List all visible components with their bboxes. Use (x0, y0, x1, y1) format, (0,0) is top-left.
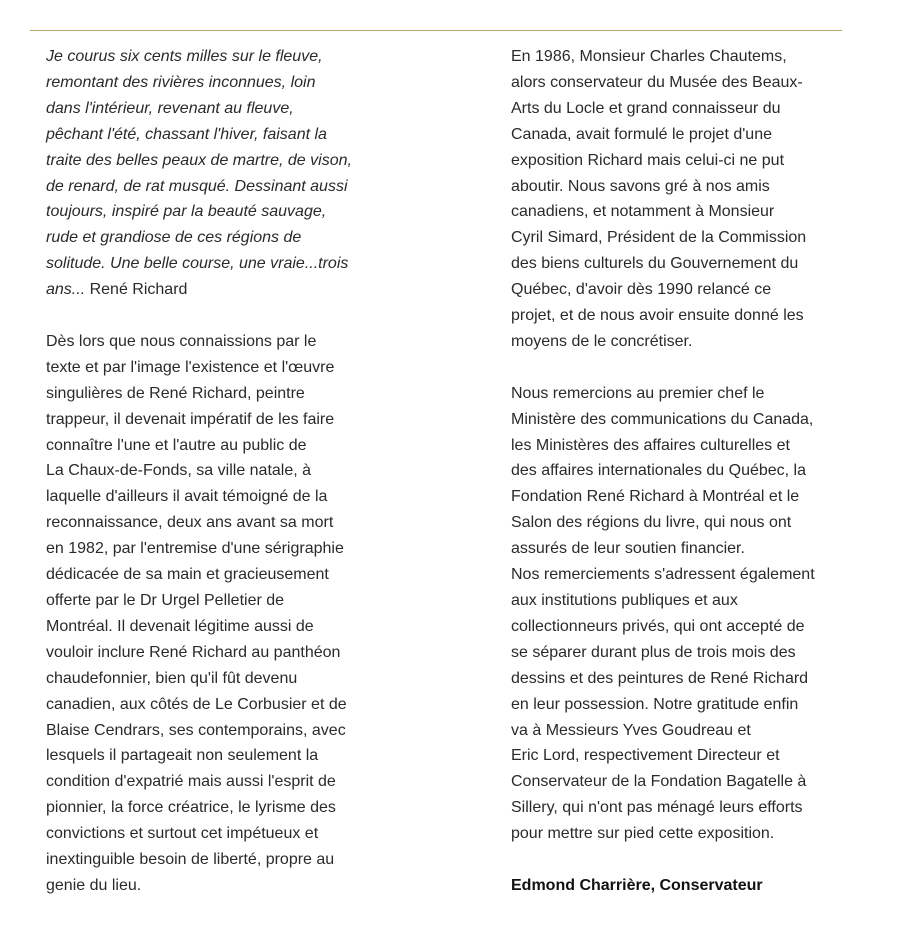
paragraph-line: Blaise Cendrars, ses contemporains, avec (46, 721, 346, 739)
paragraph-line: Ministère des communications du Canada, (511, 410, 814, 428)
paragraph-line: Salon des régions du livre, qui nous ont (511, 514, 792, 532)
paragraph-line: va à Messieurs Yves Goudreau et (511, 721, 751, 739)
paragraph-line: vouloir inclure René Richard au panthéon (46, 643, 341, 661)
paragraph-line: aux institutions publiques et aux (511, 592, 738, 610)
quote-author: René Richard (85, 281, 188, 299)
paragraph-line: convictions et surtout cet impétueux et (46, 825, 319, 843)
quote-line: de renard, de rat musqué. Dessinant aussi (46, 177, 348, 195)
thanks-paragraph (511, 381, 863, 847)
paragraph-line: pour mettre sur pied cette exposition. (511, 825, 775, 843)
paragraph-line: aboutir. Nous savons gré à nos amis (511, 177, 770, 195)
paragraph-line: inextinguible besoin de liberté, propre au (46, 851, 335, 869)
paragraph-line: Dès lors que nous connaissions par le (46, 332, 317, 350)
quote-last-fragment: ans... (46, 281, 86, 299)
paragraph-line: Québec, d'avoir dès 1990 relancé ce (511, 281, 772, 299)
paragraph-line: en 1982, par l'entremise d'une sérigraphie (46, 540, 344, 558)
intro-paragraph (46, 329, 376, 899)
paragraph-line: projet, et de nous avoir ensuite donné les (511, 307, 804, 325)
paragraph-line: Arts du Locle et grand connaisseur du (511, 99, 781, 117)
quote-line: Je courus six cents milles sur le fleuve, (46, 48, 323, 65)
quote-line: traite des belles peaux de martre, de vison, (46, 151, 352, 169)
paragraph-line: Eric Lord, respectivement Directeur et (511, 747, 780, 765)
quote-line: remontant des rivières inconnues, loin (46, 73, 316, 91)
quote-block (46, 44, 376, 303)
paragraph-line: condition d'expatrié mais aussi l'esprit de (46, 773, 336, 791)
paragraph-line: en leur possession. Notre gratitude enfin (511, 695, 799, 713)
history-paragraph (511, 44, 863, 355)
paragraph-line: laquelle d'ailleurs il avait témoigné de la (46, 488, 328, 506)
paragraph-line: assurés de leur soutien financier. (511, 540, 745, 558)
top-divider-rule (30, 30, 842, 31)
paragraph-line: alors conservateur du Musée des Beaux- (511, 73, 803, 91)
paragraph-line: canadiens, et notamment à Monsieur (511, 203, 775, 221)
paragraph-line: Fondation René Richard à Montréal et le (511, 488, 800, 506)
paragraph-line: La Chaux-de-Fonds, sa ville natale, à (46, 462, 312, 480)
paragraph-line: Montréal. Il devenait légitime aussi de (46, 617, 314, 635)
paragraph-line: dessins et des peintures de René Richard (511, 669, 809, 687)
paragraph-line: singulières de René Richard, peintre (46, 384, 305, 402)
paragraph-line: collectionneurs privés, qui ont accepté de (511, 617, 805, 635)
paragraph-line: dédicacée de sa main et gracieusement (46, 566, 329, 584)
quote-line: solitude. Une belle course, une vraie...trois (46, 255, 349, 273)
quote-line: rude et grandiose de ces régions de (46, 229, 302, 247)
paragraph-line: chaudefonnier, bien qu'il fût devenu (46, 669, 298, 687)
paragraph-line: les Ministères des affaires culturelles et (511, 436, 790, 454)
paragraph-line: Conservateur de la Fondation Bagatelle à (511, 773, 807, 791)
quote-attribution-line (46, 277, 376, 303)
paragraph-line: exposition Richard mais celui-ci ne put (511, 151, 785, 169)
paragraph-line: Canada, avait formulé le projet d'une (511, 125, 772, 143)
paragraph-line: des affaires internationales du Québec, la (511, 462, 807, 480)
left-column (46, 44, 376, 899)
paragraph-line: moyens de le concrétiser. (511, 332, 693, 350)
signature: Edmond Charrière, Conservateur (511, 876, 763, 894)
paragraph-line: trappeur, il devenait impératif de les faire (46, 410, 335, 428)
paragraph-line: Nos remerciements s'adressent également (511, 566, 815, 584)
quote-line: toujours, inspiré par la beauté sauvage, (46, 203, 327, 221)
paragraph-line: genie du lieu. (46, 876, 142, 894)
paragraph-line: des biens culturels du Gouvernement du (511, 255, 799, 273)
paragraph-line: se séparer durant plus de trois mois des (511, 643, 796, 661)
paragraph-line: pionnier, la force créatrice, le lyrisme des (46, 799, 336, 817)
paragraph-line: connaître l'une et l'autre au public de (46, 436, 307, 454)
paragraph-line: canadien, aux côtés de Le Corbusier et de (46, 695, 347, 713)
quote-line: pêchant l'été, chassant l'hiver, faisant la (46, 125, 327, 143)
quote-line: dans l'intérieur, revenant au fleuve, (46, 99, 294, 117)
paragraph-line: reconnaissance, deux ans avant sa mort (46, 514, 334, 532)
paragraph-line: lesquels il partageait non seulement la (46, 747, 319, 765)
paragraph-line: Cyril Simard, Président de la Commission (511, 229, 807, 247)
paragraph-line: Sillery, qui n'ont pas ménagé leurs efforts (511, 799, 803, 817)
paragraph-line: texte et par l'image l'existence et l'œuvre (46, 358, 335, 376)
paragraph-line: offerte par le Dr Urgel Pelletier de (46, 592, 285, 610)
paragraph-line: En 1986, Monsieur Charles Chautems, (511, 48, 787, 65)
paragraph-line: Nous remercions au premier chef le (511, 384, 765, 402)
right-column (511, 44, 863, 899)
